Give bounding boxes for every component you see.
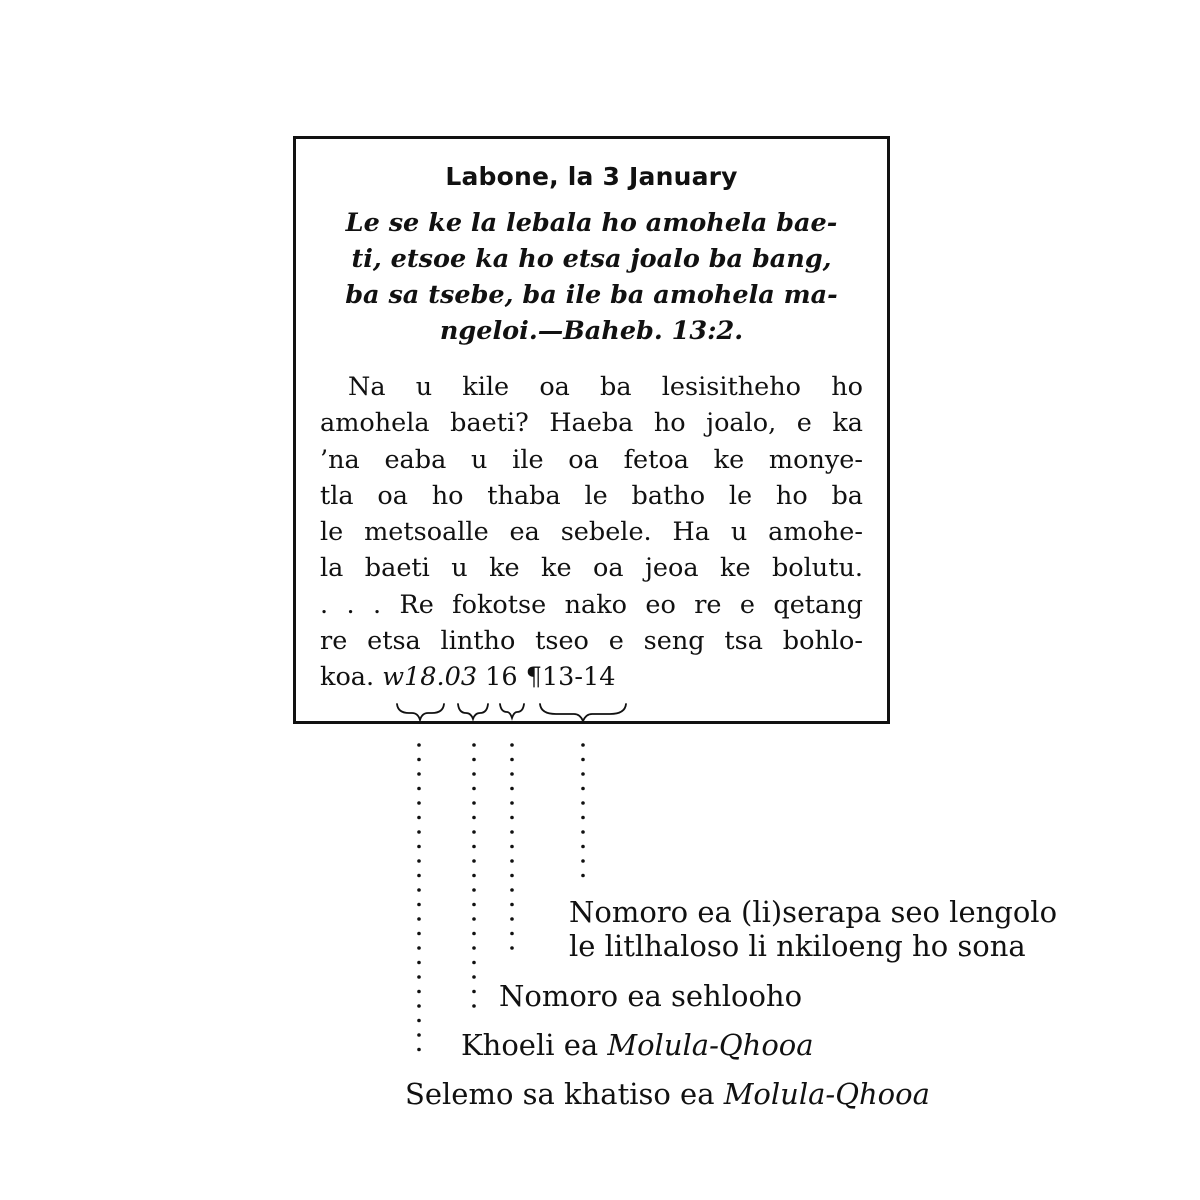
- daily-text-box: [293, 136, 890, 724]
- month-legend-name: Molula-Qhooa: [607, 1028, 814, 1062]
- comment-line: Na u kile oa ba lesisitheho ho: [348, 372, 863, 402]
- symbol-legend-prefix: Selemo sa khatiso ea: [405, 1077, 715, 1111]
- reference-paragraphs: ¶13-14: [525, 662, 616, 693]
- comment-line: . . . Re fokotse nako eo re e qetang: [320, 589, 863, 620]
- paragraph-legend-line2: le litlhaloso li nkiloeng ho sona: [569, 929, 1026, 963]
- daily-text-date: Labone, la 3 January: [445, 162, 738, 191]
- scripture-line: ngeloi.—Baheb. 13:2.: [439, 316, 744, 346]
- paragraph-legend-line1: Nomoro ea (li)serapa seo lengolo: [569, 895, 1058, 929]
- comment-last-prefix: koa.: [320, 662, 375, 693]
- comment-line: re etsa lintho tseo e seng tsa bohlo-: [320, 626, 863, 657]
- comment-line: tla oa ho thaba le batho le ho ba: [320, 480, 863, 511]
- comment-line: amohela baeti? Haeba ho joalo, e ka: [320, 408, 863, 439]
- comment-line: la baeti u ke ke oa jeoa ke bolutu.: [320, 553, 863, 584]
- symbol-legend: [405, 1077, 930, 1111]
- article-legend: Nomoro ea sehlooho: [499, 979, 803, 1013]
- symbol-legend-name: Molula-Qhooa: [723, 1077, 930, 1111]
- month-legend-prefix: Khoeli ea: [461, 1028, 599, 1062]
- daily-scripture: [320, 205, 863, 349]
- month-legend: [461, 1028, 814, 1062]
- scripture-line: ti, etsoe ka ho etsa joalo ba bang,: [351, 244, 832, 274]
- reference-page: 16: [485, 662, 518, 693]
- scripture-line: Le se ke la lebala ho amohela bae-: [345, 208, 838, 238]
- comment-line: ’na eaba u ile oa fetoa ke monye-: [320, 444, 863, 475]
- daily-comment: [320, 369, 863, 696]
- comment-line: le metsoalle ea sebele. Ha u amohe-: [320, 517, 863, 548]
- comment-last-line: [320, 659, 863, 695]
- scripture-line: ba sa tsebe, ba ile ba amohela ma-: [345, 280, 838, 310]
- reference-publication: w18.03: [382, 662, 478, 693]
